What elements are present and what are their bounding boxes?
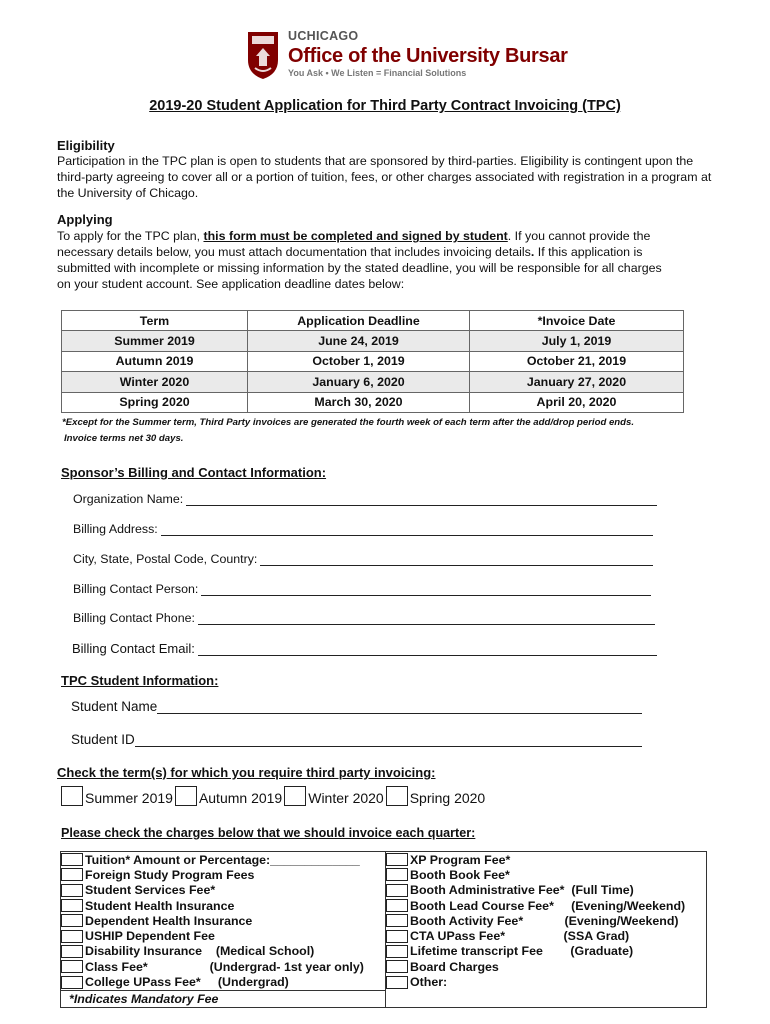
charge-item[interactable] (386, 974, 706, 989)
billing-contact-person-input[interactable] (201, 584, 651, 596)
charge-item[interactable] (386, 852, 706, 867)
billing-contact-person-field[interactable] (73, 582, 651, 596)
charge-checkbox[interactable] (61, 853, 83, 866)
billing-contact-person-label: Billing Contact Person: (73, 582, 199, 596)
charge-checkbox[interactable] (386, 853, 408, 866)
brand-text (288, 30, 568, 78)
col-app-deadline: Application Deadline (248, 311, 470, 331)
applying-dot: . (530, 245, 535, 259)
charge-checkbox[interactable] (386, 960, 408, 973)
sponsor-heading: Sponsor’s Billing and Contact Information: (61, 465, 327, 480)
applying-text (57, 228, 669, 292)
shield-icon (246, 30, 280, 80)
charge-item[interactable] (61, 898, 385, 913)
billing-contact-email-field[interactable] (72, 641, 657, 656)
billing-address-field[interactable] (73, 522, 653, 536)
charge-checkbox[interactable] (386, 868, 408, 881)
summer-2019-checkbox[interactable] (61, 786, 83, 806)
term-option-summer[interactable] (61, 786, 173, 806)
charge-label: Booth Book Fee* (410, 867, 510, 882)
charge-checkbox[interactable] (61, 930, 83, 943)
charge-label: Dependent Health Insurance (85, 913, 253, 928)
col-term: Term (62, 311, 248, 331)
billing-address-input[interactable] (161, 524, 653, 536)
student-heading: TPC Student Information: (61, 673, 219, 688)
deadline-cell: June 24, 2019 (248, 331, 470, 351)
charge-checkbox[interactable] (61, 914, 83, 927)
charge-label: USHIP Dependent Fee (85, 929, 215, 944)
organization-name-input[interactable] (186, 494, 657, 506)
charge-item[interactable] (386, 867, 706, 882)
charge-item[interactable] (386, 913, 706, 928)
charge-label: Other: (410, 975, 448, 990)
charge-checkbox[interactable] (386, 930, 408, 943)
charge-label: Booth Administrative Fee* (Full Time) (410, 883, 634, 898)
eligibility-text: Participation in the TPC plan is open to students that are sponsored by third-parties. Eligibility is contingent upon the third-party agreeing to cover all or a portion of tuition, fees, or other charges associated with registration in a program at the University of Chicago. (57, 154, 712, 200)
charge-item[interactable] (61, 883, 385, 898)
deadline-cell: October 1, 2019 (248, 351, 470, 371)
applying-bold: this form must be completed and signed by student (203, 229, 508, 243)
charge-checkbox[interactable] (61, 868, 83, 881)
billing-address-label: Billing Address: (73, 522, 158, 536)
term-cell: Autumn 2019 (62, 351, 248, 371)
charges-heading: Please check the charges below that we should invoice each quarter: (61, 826, 476, 840)
charge-label: Student Health Insurance (85, 898, 235, 913)
term-option-spring[interactable] (386, 786, 486, 806)
city-state-field[interactable] (73, 552, 653, 566)
charge-checkbox[interactable] (61, 945, 83, 958)
charge-item[interactable] (386, 898, 706, 913)
charge-label: Tuition* Amount or Percentage:_____________ (85, 852, 360, 867)
winter-2020-checkbox[interactable] (284, 786, 306, 806)
charge-checkbox[interactable] (386, 884, 408, 897)
deadline-header-row (62, 311, 684, 331)
billing-contact-email-input[interactable] (198, 644, 657, 656)
term-cell: Winter 2020 (62, 372, 248, 392)
charge-item[interactable] (386, 959, 706, 974)
organization-name-label: Organization Name: (73, 492, 184, 506)
applying-text-1: To apply for the TPC plan, (57, 229, 204, 243)
invoice-cell: July 1, 2019 (470, 331, 684, 351)
charge-label: Lifetime transcript Fee (Graduate) (410, 944, 634, 959)
deadline-cell: March 30, 2020 (248, 392, 470, 412)
charge-checkbox[interactable] (386, 976, 408, 989)
charge-checkbox[interactable] (386, 899, 408, 912)
deadline-cell: January 6, 2020 (248, 372, 470, 392)
student-id-input[interactable] (135, 735, 642, 747)
charge-item[interactable] (386, 944, 706, 959)
charge-item[interactable] (61, 928, 385, 943)
applying-heading: Applying (57, 212, 113, 227)
charge-label: XP Program Fee* (410, 852, 511, 867)
charge-checkbox[interactable] (61, 976, 83, 989)
charge-checkbox[interactable] (61, 960, 83, 973)
charge-checkbox[interactable] (386, 914, 408, 927)
charge-label: Booth Lead Course Fee* (Evening/Weekend) (410, 898, 686, 913)
billing-contact-email-label: Billing Contact Email: (72, 641, 195, 656)
invoice-cell: January 27, 2020 (470, 372, 684, 392)
summer-2019-label: Summer 2019 (85, 790, 173, 806)
mandatory-fee-note: *Indicates Mandatory Fee (61, 990, 385, 1007)
term-option-winter[interactable] (284, 786, 383, 806)
uchicago-wordmark: UCHICAGO (288, 29, 359, 43)
applying-text-2: . If you cannot provide the necessary details below, you must attach documentation that includes invoicing details (57, 229, 651, 259)
charge-item[interactable] (61, 974, 385, 989)
table-row (62, 331, 684, 351)
student-id-label: Student ID (71, 732, 135, 747)
terms-check-heading: Check the term(s) for which you require third party invoicing: (57, 765, 436, 780)
charge-label: Student Services Fee* (85, 883, 216, 898)
spring-2020-label: Spring 2020 (409, 790, 486, 806)
billing-contact-phone-input[interactable] (198, 613, 655, 625)
term-cell: Summer 2019 (62, 331, 248, 351)
charges-left-column (61, 852, 386, 1008)
tagline: You Ask • We Listen = Financial Solutions (288, 67, 467, 78)
net-terms-note: Invoice terms net 30 days. (64, 433, 184, 444)
charges-table (60, 851, 707, 1008)
deadline-table (61, 310, 684, 413)
charge-item[interactable] (386, 883, 706, 898)
student-name-input[interactable] (157, 702, 642, 714)
eligibility-heading: Eligibility (57, 138, 115, 153)
charge-item[interactable] (61, 913, 385, 928)
spring-2020-checkbox[interactable] (386, 786, 408, 806)
student-name-field[interactable] (71, 699, 642, 714)
charge-item[interactable] (61, 852, 385, 867)
autumn-2019-label: Autumn 2019 (198, 790, 283, 806)
student-name-label: Student Name (71, 699, 158, 714)
invoice-note: *Except for the Summer term, Third Party invoices are generated the fourth week of each term after the add/drop period ends. (62, 417, 635, 428)
table-row (62, 392, 684, 412)
charge-label: Disability Insurance (Medical School) (85, 944, 315, 959)
office-name: Office of the University Bursar (288, 44, 568, 67)
city-state-label: City, State, Postal Code, Country: (73, 552, 258, 566)
page-title: 2019-20 Student Application for Third Party Contract Invoicing (TPC) (149, 98, 621, 114)
term-checkboxes (61, 786, 487, 806)
city-state-input[interactable] (260, 554, 653, 566)
invoice-cell: April 20, 2020 (470, 392, 684, 412)
charges-right-column (386, 852, 707, 1008)
charge-checkbox[interactable] (61, 899, 83, 912)
invoice-cell: October 21, 2019 (470, 351, 684, 371)
winter-2020-label: Winter 2020 (308, 790, 384, 806)
charge-item[interactable] (386, 928, 706, 943)
charge-label: Board Charges (410, 959, 499, 974)
billing-contact-phone-label: Billing Contact Phone: (73, 611, 195, 625)
organization-name-field[interactable] (73, 492, 657, 506)
charge-label: CTA UPass Fee* (SSA Grad) (410, 929, 630, 944)
charge-label: Booth Activity Fee* (Evening/Weekend) (410, 913, 679, 928)
charge-item[interactable] (61, 959, 385, 974)
col-invoice-date: *Invoice Date (470, 311, 684, 331)
charge-item[interactable] (61, 944, 385, 959)
student-id-field[interactable] (71, 732, 642, 747)
table-row (62, 372, 684, 392)
billing-contact-phone-field[interactable] (73, 611, 655, 625)
charge-label: Class Fee* (Undergrad- 1st year only) (85, 959, 364, 974)
bursar-header (246, 30, 568, 80)
term-cell: Spring 2020 (62, 392, 248, 412)
charge-label: Foreign Study Program Fees (85, 867, 255, 882)
term-option-autumn[interactable] (175, 786, 282, 806)
charge-checkbox[interactable] (61, 884, 83, 897)
applying-text-3: If this application is submitted with incomplete or missing information by the stated deadline, you will be responsible for all charges on your student account. See application deadline dates below: (57, 245, 662, 291)
table-row (62, 351, 684, 371)
autumn-2019-checkbox[interactable] (175, 786, 197, 806)
charge-checkbox[interactable] (386, 945, 408, 958)
charge-item[interactable] (61, 867, 385, 882)
charge-label: College UPass Fee* (Undergrad) (85, 975, 289, 990)
